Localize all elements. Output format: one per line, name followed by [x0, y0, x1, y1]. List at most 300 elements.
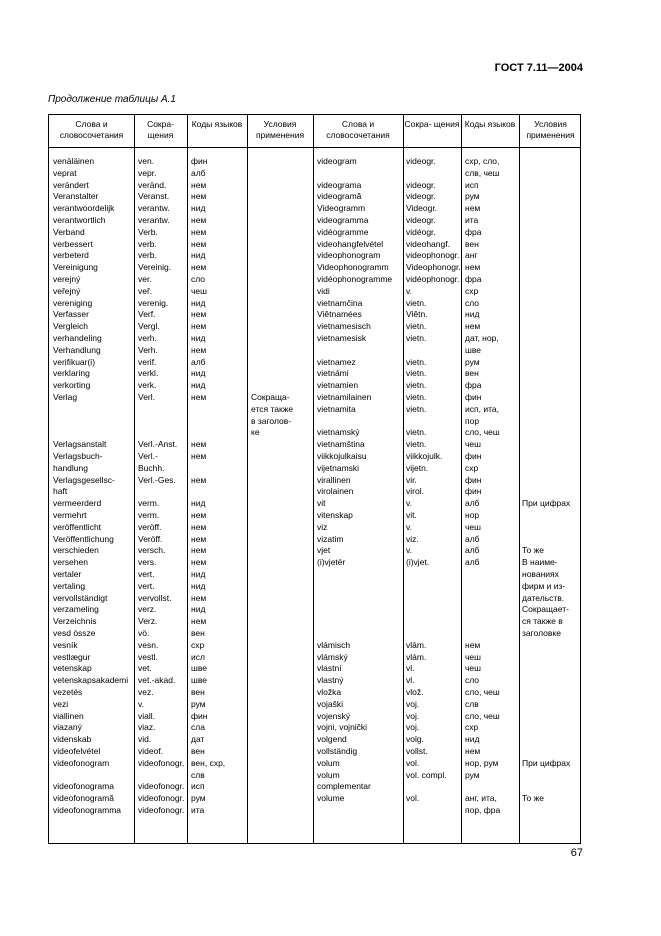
- table-cell: vidéophonogr.: [406, 274, 460, 284]
- table-cell: Viêtnamées: [317, 309, 362, 320]
- table-cell: vö.: [138, 628, 150, 638]
- table-cell: нем: [191, 321, 207, 332]
- table-cell: Veranstalter: [53, 191, 99, 202]
- table-cell: vetenskap: [53, 663, 92, 674]
- table-cell: veř.: [138, 285, 153, 296]
- table-cell: veřejný: [53, 285, 81, 296]
- table-cell: verb.: [138, 238, 157, 249]
- table-cell: в заголов-: [251, 415, 292, 426]
- column-header: Сокра- щения: [404, 119, 460, 129]
- table-cell: В наиме-: [522, 557, 558, 568]
- table-cell: v.: [138, 698, 144, 709]
- table-cell: videofonogramma: [53, 805, 122, 815]
- table-cell: чеш: [465, 521, 481, 532]
- table-cell: vervollständigt: [53, 592, 108, 603]
- table-cell: versehen: [53, 557, 88, 568]
- table-cell: Verl.-: [138, 451, 158, 461]
- table-cell: verifikuar(i): [53, 356, 96, 367]
- table-cell: viallinen: [53, 710, 84, 721]
- table-cell: vlám.: [406, 651, 427, 662]
- table-cell: фра: [465, 380, 482, 391]
- table-cell: нем: [191, 439, 207, 450]
- table-cell: нем: [191, 616, 207, 627]
- table-cell: vidi: [317, 285, 330, 296]
- table-cell: verändert: [53, 179, 89, 190]
- table-cell: virolainen: [317, 486, 354, 497]
- table-cell: нид: [465, 734, 480, 745]
- table-cell: Buchh.: [138, 462, 165, 473]
- table-cell: нем: [465, 639, 481, 650]
- table-cell: Verf.: [138, 309, 156, 320]
- table-cell: ется также: [251, 403, 294, 414]
- table-cell: vol. compl.: [406, 769, 447, 780]
- table-cell: пор, фра: [465, 805, 501, 815]
- table-cell: volgend: [317, 734, 347, 745]
- table-cell: vlož.: [406, 687, 424, 697]
- table-cell: фин: [465, 451, 482, 461]
- table-cell: verklaring: [53, 368, 90, 379]
- table-cell: vers.: [138, 557, 157, 568]
- table-cell: нем: [191, 226, 207, 237]
- table-cell: нор, рум: [465, 757, 499, 768]
- table-cell: нем: [191, 191, 207, 202]
- table-cell: vojaški: [317, 698, 343, 709]
- table-cell: videofonogr.: [138, 781, 185, 792]
- table-cell: При цифрах: [522, 757, 571, 768]
- table-cell: фин: [191, 156, 208, 166]
- table-cell: нем: [191, 392, 207, 402]
- abbreviation-table: [48, 114, 581, 844]
- column-header: Коды языков: [191, 119, 243, 129]
- table-cell: нем: [191, 215, 207, 225]
- table-cell: verb.: [138, 250, 157, 261]
- table-cell: vietn.: [406, 356, 427, 367]
- table-cell: сла: [191, 722, 205, 733]
- table-cell: дательств.: [522, 592, 565, 603]
- table-cell: схр, сло,: [465, 156, 500, 166]
- table-cell: Veröff.: [138, 533, 163, 544]
- table-cell: Verz.: [138, 616, 158, 627]
- table-cell: viz: [317, 521, 328, 532]
- table-cell: vlām.: [406, 639, 427, 650]
- table-cell: схр: [465, 722, 479, 733]
- table-cell: ven.: [138, 156, 155, 166]
- table-cell: нем: [191, 557, 207, 568]
- table-cell: vojni, vojnički: [317, 722, 368, 733]
- table-cell: чеш: [465, 663, 481, 674]
- table-header: [49, 115, 580, 148]
- table-cell: vl.: [406, 663, 415, 674]
- table-cell: vlámisch: [317, 639, 351, 650]
- table-cell: нид: [191, 250, 206, 261]
- column-header: Условия применения: [526, 119, 575, 140]
- table-cell: vid.: [138, 734, 152, 745]
- table-cell: исп: [465, 179, 479, 190]
- table-cell: viall.: [138, 710, 156, 721]
- table-cell: vet.: [138, 663, 152, 674]
- table-cell: ке: [251, 427, 260, 438]
- table-cell: чеш: [465, 439, 481, 450]
- table-cell: схр: [465, 462, 479, 473]
- table-cell: haft: [53, 486, 68, 497]
- table-cell: videograma: [317, 179, 362, 190]
- table-cell: вен: [191, 628, 205, 638]
- table-cell: нем: [465, 746, 481, 756]
- table-cell: vit: [317, 498, 326, 509]
- table-cell: vеprat: [53, 167, 77, 178]
- table-cell: vezi: [53, 698, 69, 709]
- table-cell: vestl.: [138, 651, 158, 662]
- table-cell: verif.: [138, 356, 157, 367]
- column-header: Сокра- щения: [147, 119, 174, 140]
- table-cell: vlámský: [317, 651, 348, 662]
- table-cell: ся также в: [522, 616, 563, 627]
- table-cell: verbessert: [53, 238, 93, 249]
- table-cell: verenig.: [138, 297, 169, 308]
- table-cell: videofonogr.: [138, 757, 185, 768]
- table-cell: videohangfelvétel: [317, 238, 384, 249]
- table-cell: vetenskapsakademi: [53, 675, 129, 686]
- table-cell: вен: [465, 238, 479, 249]
- table-cell: нем: [191, 238, 207, 249]
- column-divider: [134, 115, 135, 843]
- table-cell: сло: [191, 274, 206, 284]
- table-cell: vertaling: [53, 580, 86, 591]
- table-cell: Verl.: [138, 392, 156, 402]
- table-cell: нем: [191, 451, 207, 461]
- table-cell: vietn.: [406, 427, 427, 438]
- table-cell: Verlagsgesellsc-: [53, 474, 115, 485]
- table-cell: Videogr.: [406, 203, 438, 214]
- document-code: ГОСТ 7.11—2004: [494, 62, 583, 74]
- table-cell: нем: [191, 474, 207, 485]
- table-cell: нем: [191, 592, 207, 603]
- table-cell: шве: [191, 663, 207, 674]
- table-cell: схр: [465, 285, 479, 296]
- table-cell: verh.: [138, 333, 157, 343]
- table-cell: videnskab: [53, 734, 92, 745]
- table-cell: vietnamština: [317, 439, 365, 450]
- table-cell: При цифрах: [522, 498, 571, 509]
- table-cell: Сокраща-: [251, 392, 290, 402]
- table-cell: verz.: [138, 604, 157, 615]
- table-cell: vietnamský: [317, 427, 360, 438]
- table-cell: нид: [191, 203, 206, 214]
- table-cell: vepr.: [138, 167, 157, 178]
- table-cell: vietn.: [406, 333, 427, 343]
- table-cell: viikkojulk.: [406, 451, 443, 461]
- table-cell: vestlægur: [53, 651, 91, 662]
- table-cell: vol.: [406, 757, 420, 768]
- table-cell: v.: [406, 521, 412, 532]
- table-cell: vietnamita: [317, 403, 356, 414]
- table-cell: vlastní: [317, 663, 342, 674]
- table-cell: vietn.: [406, 403, 427, 414]
- table-cell: дат: [191, 734, 205, 745]
- table-cell: volg.: [406, 734, 424, 745]
- table-cell: нид: [191, 297, 206, 308]
- table-cell: vložka: [317, 687, 342, 697]
- table-cell: То же: [522, 545, 545, 556]
- table-cell: videogr.: [406, 215, 436, 225]
- table-cell: ита: [191, 805, 205, 815]
- column-divider: [187, 115, 188, 843]
- table-cell: фин: [465, 474, 482, 485]
- table-cell: v.: [406, 545, 412, 556]
- table-cell: шве: [191, 675, 207, 686]
- table-cell: verantw.: [138, 215, 170, 225]
- table-cell: videofonogr.: [138, 805, 185, 815]
- table-cell: vjet: [317, 545, 331, 556]
- table-cell: veränd.: [138, 179, 167, 190]
- table-cell: videofelvétel: [53, 746, 101, 756]
- table-cell: vollst.: [406, 746, 428, 756]
- table-cell: videogramă: [317, 191, 362, 202]
- table-cell: нид: [191, 498, 206, 509]
- table-cell: нем: [191, 344, 207, 355]
- table-cell: фирм и из-: [522, 580, 566, 591]
- table-cell: viaz.: [138, 722, 156, 733]
- table-cell: v.: [406, 285, 412, 296]
- table-cell: vijetnamski: [317, 462, 360, 473]
- table-cell: ита: [465, 215, 479, 225]
- table-cell: Verl.-Anst.: [138, 439, 178, 450]
- table-cell: вен, схр,: [191, 757, 226, 768]
- table-cell: Vereinig.: [138, 262, 172, 273]
- table-cell: нид: [191, 380, 206, 391]
- table-cell: vert.: [138, 569, 155, 579]
- table-cell: vietnamesisk: [317, 333, 367, 343]
- table-cell: verzameling: [53, 604, 99, 615]
- table-cell: vietnamčina: [317, 297, 363, 308]
- table-cell: vlastný: [317, 675, 344, 686]
- table-cell: Videophonogr.: [406, 262, 461, 273]
- table-cell: vietn.: [406, 368, 427, 379]
- column-divider: [403, 115, 404, 843]
- table-cell: нид: [191, 580, 206, 591]
- table-cell: veröffentlicht: [53, 521, 102, 532]
- table-cell: нем: [191, 545, 207, 556]
- table-cell: вен: [191, 687, 205, 697]
- table-cell: viz.: [406, 533, 419, 544]
- table-cell: verantwortlich: [53, 215, 106, 225]
- table-cell: viikkojulkaisu: [317, 451, 367, 461]
- table-cell: vietn.: [406, 380, 427, 391]
- table-cell: videogramma: [317, 215, 369, 225]
- table-cell: нид: [191, 333, 206, 343]
- table-cell: нованиях: [522, 569, 559, 579]
- table-cell: videogr.: [406, 179, 436, 190]
- table-cell: нем: [191, 533, 207, 544]
- table-cell: То же: [522, 793, 545, 804]
- table-cell: рум: [191, 698, 206, 709]
- table-cell: videofonogramă: [53, 793, 114, 804]
- table-cell: исп, ита,: [465, 403, 499, 414]
- table-cell: рум: [465, 191, 480, 202]
- table-cell: нем: [465, 321, 481, 332]
- table-cell: videogram: [317, 156, 357, 166]
- table-cell: verkorting: [53, 380, 91, 391]
- table-cell: vl.: [406, 675, 415, 686]
- table-cell: Verb.: [138, 226, 158, 237]
- table-cell: verejný: [53, 274, 81, 284]
- table-cell: Videogramm: [317, 203, 366, 214]
- table-cell: verm.: [138, 498, 160, 509]
- table-cell: vietnamien: [317, 380, 359, 391]
- table-cell: Videophonogramm: [317, 262, 389, 273]
- table-cell: сло: [465, 297, 480, 308]
- table-cell: vir.: [406, 474, 417, 485]
- table-cell: пор: [465, 415, 480, 426]
- table-cell: vietn.: [406, 439, 427, 450]
- table-cell: Сокращает-: [522, 604, 569, 615]
- table-cell: Veröffentlichung: [53, 533, 114, 544]
- page-number: 67: [570, 847, 583, 859]
- table-cell: Verfasser: [53, 309, 89, 320]
- table-cell: слв: [191, 769, 205, 780]
- column-divider: [461, 115, 462, 843]
- table-cell: verkl.: [138, 368, 159, 379]
- column-header: Слова и словосочетания: [326, 119, 390, 140]
- table-cell: дат, нор,: [465, 333, 499, 343]
- table-cell: (i)vjetër: [317, 557, 346, 568]
- table-cell: videophonogr.: [406, 250, 460, 261]
- table-cell: сло, чеш: [465, 710, 500, 721]
- table-cell: алб: [465, 533, 480, 544]
- table-cell: алб: [191, 167, 206, 178]
- table-cell: vit.: [406, 510, 417, 520]
- table-cell: videophonogram: [317, 250, 381, 261]
- column-header: Слова и словосочетания: [59, 119, 124, 140]
- table-cell: videogr.: [406, 156, 436, 166]
- table-cell: Verlagsanstalt: [53, 439, 107, 450]
- table-cell: videofonogram: [53, 757, 110, 768]
- table-cell: volume: [317, 793, 345, 804]
- table-cell: videofonograma: [53, 781, 114, 792]
- table-cell: vert.: [138, 580, 155, 591]
- table-cell: vietnámi: [317, 368, 349, 379]
- table-cell: слв: [465, 698, 479, 709]
- table-cell: videogr.: [406, 191, 436, 202]
- table-cell: vidéophonogramme: [317, 274, 393, 284]
- table-cell: vereniging: [53, 297, 93, 308]
- table-cell: фин: [465, 392, 482, 402]
- table-cell: нор: [465, 510, 480, 520]
- table-cell: verhandeling: [53, 333, 102, 343]
- table-cell: Vergl.: [138, 321, 160, 332]
- table-cell: voj.: [406, 722, 420, 733]
- table-cell: исп: [191, 781, 205, 792]
- table-cell: чеш: [191, 285, 207, 296]
- table-cell: чеш: [465, 651, 481, 662]
- column-header: Коды языков: [464, 119, 516, 129]
- table-cell: videof.: [138, 746, 164, 756]
- table-cell: veröff.: [138, 521, 162, 532]
- table-cell: vervollst.: [138, 592, 172, 603]
- table-cell: vesd össze: [53, 628, 96, 638]
- table-cell: алб: [191, 356, 206, 367]
- table-cell: нем: [465, 262, 481, 273]
- table-cell: complementar: [317, 781, 371, 792]
- table-cell: vietnamez: [317, 356, 356, 367]
- table-caption: Продолжение таблицы А.1: [48, 94, 176, 105]
- table-cell: vizatim: [317, 533, 344, 544]
- table-cell: алб: [465, 557, 480, 568]
- table-cell: vesník: [53, 639, 78, 650]
- table-cell: vez.: [138, 687, 154, 697]
- table-cell: vietn.: [406, 297, 427, 308]
- table-cell: Veranst.: [138, 191, 170, 202]
- table-cell: (i)vjet.: [406, 557, 430, 568]
- table-cell: vojenský: [317, 710, 351, 721]
- table-cell: verantwoordelijk: [53, 203, 115, 214]
- table-cell: Verlag: [53, 392, 78, 402]
- table-cell: вен: [191, 746, 205, 756]
- table-cell: volum: [317, 757, 340, 768]
- table-cell: vidéogramme: [317, 226, 369, 237]
- table-cell: нид: [465, 309, 480, 320]
- table-cell: Verlagsbuch-: [53, 451, 103, 461]
- column-divider: [519, 115, 520, 843]
- table-cell: vezetés: [53, 687, 83, 697]
- table-cell: нем: [191, 521, 207, 532]
- table-cell: анг: [465, 250, 478, 261]
- table-cell: verk.: [138, 380, 157, 391]
- table-cell: viazaný: [53, 722, 82, 733]
- table-cell: vietnamilainen: [317, 392, 372, 402]
- table-cell: vietnamesisch: [317, 321, 371, 332]
- table-cell: handlung: [53, 462, 88, 473]
- table-cell: ver.: [138, 274, 152, 284]
- table-cell: сло, чеш: [465, 427, 500, 438]
- table-cell: исл: [191, 651, 205, 662]
- table-cell: vietn.: [406, 321, 427, 332]
- table-cell: versch.: [138, 545, 166, 556]
- table-cell: venäläinen: [53, 156, 95, 166]
- table-cell: voj.: [406, 710, 420, 721]
- table-cell: vesn.: [138, 639, 159, 650]
- table-cell: verm.: [138, 510, 160, 520]
- table-cell: нем: [191, 510, 207, 520]
- table-cell: vol.: [406, 793, 420, 804]
- table-cell: vietn.: [406, 392, 427, 402]
- table-cell: алб: [465, 545, 480, 556]
- table-cell: нид: [191, 604, 206, 615]
- column-divider: [313, 115, 314, 843]
- table-cell: нид: [191, 569, 206, 579]
- table-cell: Verhandlung: [53, 344, 101, 355]
- table-cell: virol.: [406, 486, 424, 497]
- table-cell: фра: [465, 274, 482, 284]
- table-cell: нем: [191, 262, 207, 273]
- column-header: Условия применения: [255, 119, 305, 140]
- table-cell: volum: [317, 769, 340, 780]
- table-cell: vitenskap: [317, 510, 353, 520]
- table-cell: voj.: [406, 698, 420, 709]
- table-cell: verantw.: [138, 203, 170, 214]
- table-cell: Verl.-Ges.: [138, 474, 176, 485]
- table-cell: сло: [465, 675, 480, 686]
- table-cell: verbeterd: [53, 250, 89, 261]
- table-cell: Viêtn.: [406, 309, 428, 320]
- table-cell: вен: [465, 368, 479, 379]
- table-cell: videofonogr.: [138, 793, 185, 804]
- table-cell: vermehrt: [53, 510, 87, 520]
- table-cell: слв, чеш: [465, 167, 500, 178]
- table-cell: шве: [465, 344, 481, 355]
- table-cell: анг, ита,: [465, 793, 497, 804]
- table-cell: алб: [465, 498, 480, 509]
